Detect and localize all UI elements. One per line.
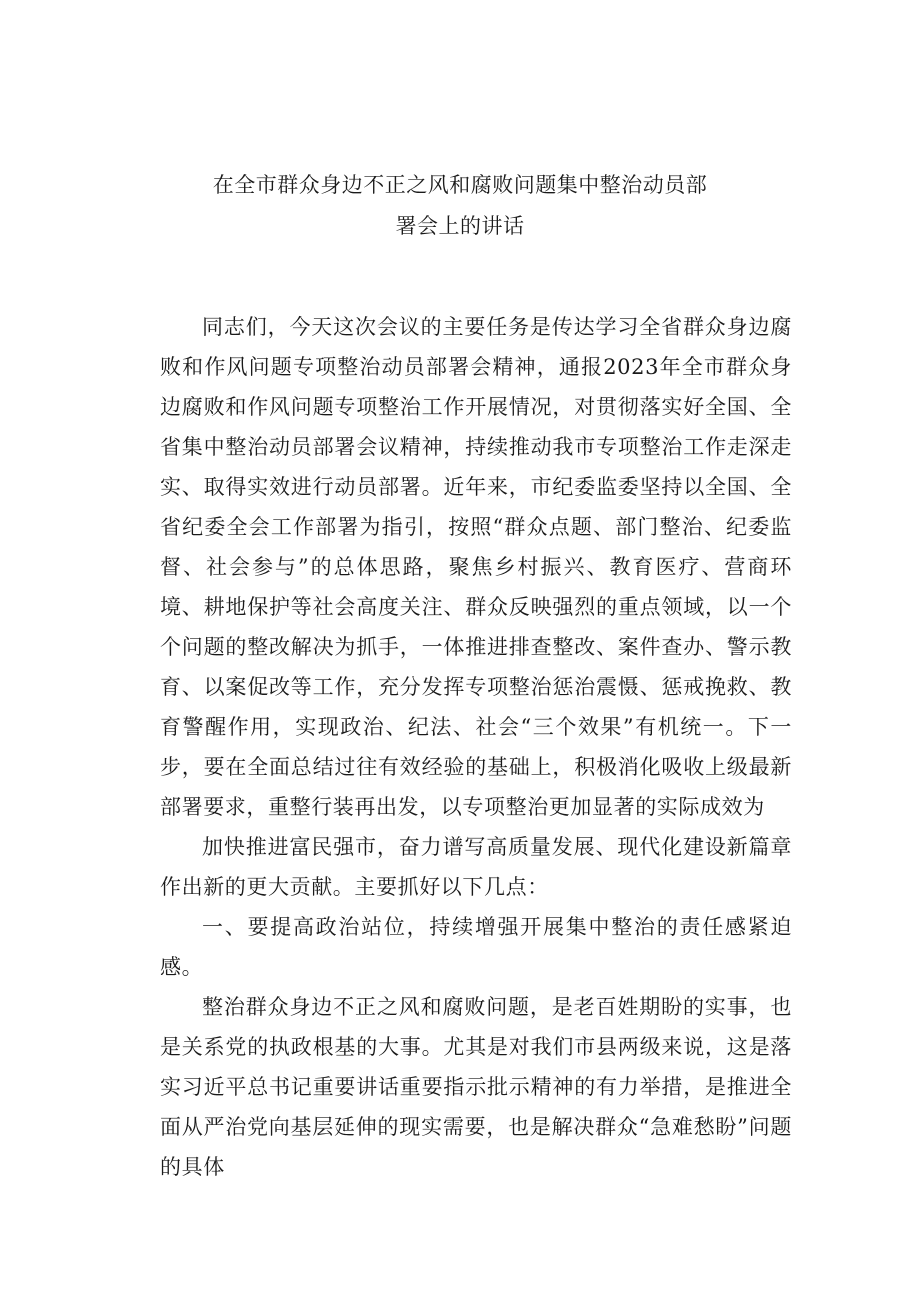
document-title-line-1: 在全市群众身边不正之风和腐败问题集中整治动员部 xyxy=(212,173,708,197)
paragraph-opening: 同志们，今天这次会议的主要任务是传达学习全省群众身边腐败和作风问题专项整治动员部署会精神，通报2023年全市群众身边腐败和作风问题专项整治工作开展情况，对贯彻落实好全国、全省集中整治动员部署会议精神，持续推动我市专项整治工作走深走实、取得实效进行动员部署。近年来，市纪委监委坚持以全国、全省纪委全会工作部署为指引，按照“群众点题、部门整治、纪委监督、社会参与”的总体思路，聚焦乡村振兴、教育医疗、营商环境、耕地保护等社会高度关注、群众反映强烈的重点领域，以一个个问题的整改解决为抓手，一体推进排查整改、案件查办、警示教育、以案促改等工作，充分发挥专项整治惩治震慑、惩戒挽救、教育警醒作用，实现政治、纪法、社会“三个效果”有机统一。下一步，要在全面总结过往有效经验的基础上，积极消化吸收上级最新部署要求，重整行装再出发，以专项整治更加显著的实际成效为 xyxy=(160,315,792,819)
paragraph-section-1: 整治群众身边不正之风和腐败问题，是老百姓期盼的实事，也是关系党的执政根基的大事。尤其是对我们市县两级来说，这是落实习近平总书记重要讲话重要指示批示精神的有力举措，是推进全面从严治党向基层延伸的现实需要，也是解决群众“急难愁盼”问题的具体 xyxy=(160,995,792,1179)
section-heading-1: 一、要提高政治站位，持续增强开展集中整治的责任感紧迫感。 xyxy=(160,915,792,979)
document-body xyxy=(160,307,792,1187)
paragraph-continuation: 加快推进富民强市，奋力谱写高质量发展、现代化建设新篇章作出新的更大贡献。主要抓好以下几点： xyxy=(160,835,792,899)
document-title-line-2: 署会上的讲话 xyxy=(395,214,525,238)
